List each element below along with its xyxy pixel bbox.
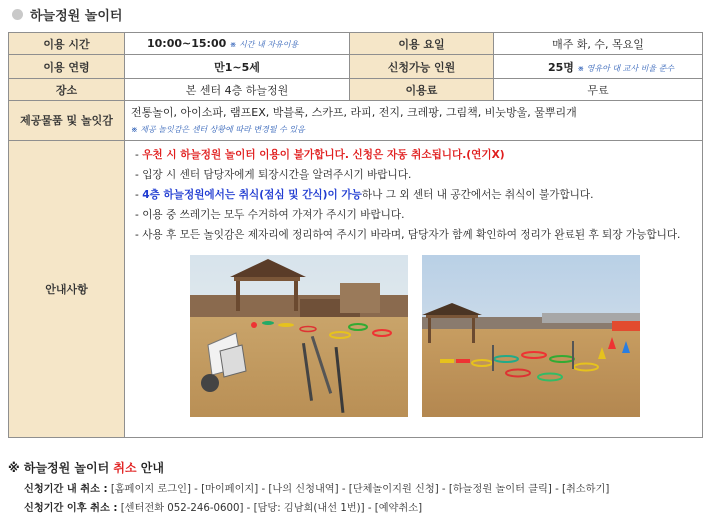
- playground-photo-1: [190, 255, 408, 417]
- table-row: [9, 55, 703, 79]
- notice-cell: [125, 141, 703, 438]
- table-row: [9, 33, 703, 55]
- notice-trash-text: 이용 중 쓰레기는 모두 수거하여 가져가 주시기 바랍니다.: [142, 209, 405, 221]
- items-note: ※ 제공 놀잇감은 센터 상황에 따라 변경될 수 있음: [131, 124, 305, 134]
- capacity-value-cell: [494, 55, 703, 79]
- day-value: 매주 화, 수, 목요일: [494, 33, 703, 55]
- capacity-note: ※ 영유아 대 교사 비율 준수: [577, 63, 675, 73]
- notice-label: 안내사항: [9, 141, 125, 438]
- capacity-label: 신청가능 인원: [350, 55, 494, 79]
- cancel-within-period: [24, 480, 609, 495]
- age-label: 이용 연령: [9, 55, 125, 79]
- notice-item: - 사용 후 모든 놀잇감은 제자리에 정리하여 주시기 바라며, 담당자가 함께 확인하여 정리가 완료된 후 퇴장 가능합니다.: [135, 229, 681, 241]
- notice-food-bold: 4층 하늘정원에서는 취식(점심 및 간식)이 가능: [142, 189, 362, 201]
- place-label: 장소: [9, 79, 125, 101]
- notice-item: - 우천 시 하늘정원 놀이터 이용이 불가합니다. 신청은 자동 취소됩니다.(연기X): [135, 149, 505, 161]
- notice-food-rest: 하나 그 외 센터 내 공간에서는 취식이 불가합니다.: [361, 189, 594, 201]
- table-row: [9, 79, 703, 101]
- table-row: [9, 101, 703, 141]
- place-value: 본 센터 4층 하늘정원: [125, 79, 350, 101]
- page-title: [12, 3, 122, 25]
- notice-item: - 이용 중 쓰레기는 모두 수거하여 가져가 주시기 바랍니다.: [135, 209, 405, 221]
- day-label: 이용 요일: [350, 33, 494, 55]
- cancel-title-pre: 하늘정원 놀이터: [23, 461, 110, 475]
- items-cell: [125, 101, 703, 141]
- cancel-within-label: 신청기간 내 취소 :: [24, 484, 108, 495]
- time-value: 10:00~15:00: [147, 37, 227, 50]
- fee-label: 이용료: [350, 79, 494, 101]
- capacity-value: 25명: [548, 60, 574, 74]
- reference-mark-icon: ※: [8, 461, 20, 475]
- notice-entry-text: 입장 시 센터 담당자에게 퇴장시간을 알려주시기 바랍니다.: [142, 169, 412, 181]
- cancel-section-title: [8, 459, 164, 476]
- items-value: 전통놀이, 아이소파, 램프EX, 박블록, 스카프, 라피, 전지, 크레팡, 그림책, 비눗방울, 물뿌리개: [131, 105, 577, 119]
- table-row: [9, 141, 703, 438]
- age-value: 만1~5세: [125, 55, 350, 79]
- cancel-title-post: 안내: [140, 461, 164, 475]
- time-value-cell: [125, 33, 350, 55]
- info-table: [8, 32, 703, 438]
- time-label: 이용 시간: [9, 33, 125, 55]
- fee-value: 무료: [494, 79, 703, 101]
- notice-cleanup-text: 사용 후 모든 놀잇감은 제자리에 정리하여 주시기 바라며, 담당자가 함께 확인하여 정리가 완료된 후 퇴장 가능합니다.: [142, 229, 681, 241]
- playground-photo-2: [422, 255, 640, 417]
- cancel-after-label: 신청기간 이후 취소 :: [24, 503, 118, 514]
- notice-rain-text: 우천 시 하늘정원 놀이터 이용이 불가합니다. 신청은 자동 취소됩니다.(연기X): [142, 149, 505, 161]
- cancel-title-red: 취소: [113, 461, 137, 475]
- circle-bullet-icon: [12, 9, 23, 20]
- items-label: 제공물품 및 놀잇감: [9, 101, 125, 141]
- notice-item: - 입장 시 센터 담당자에게 퇴장시간을 알려주시기 바랍니다.: [135, 169, 412, 181]
- cancel-after-period: [24, 499, 422, 514]
- time-note: ※ 시간 내 자유이용: [229, 40, 299, 49]
- cancel-after-steps: [센터전화 052-246-0600] - [담당: 김남희(내선 1번)] - [예약취소]: [120, 503, 423, 514]
- page-title-text: 하늘정원 놀이터: [30, 8, 123, 24]
- notice-item: - 4층 하늘정원에서는 취식(점심 및 간식)이 가능하나 그 외 센터 내 공간에서는 취식이 불가합니다.: [135, 189, 594, 201]
- photo-row: [131, 255, 696, 417]
- cancel-within-steps: [홈페이지 로그인] - [마이페이지] - [나의 신청내역] - [단체놀이지원 신청] - [하늘정원 놀이터 클릭] - [취소하기]: [110, 484, 610, 495]
